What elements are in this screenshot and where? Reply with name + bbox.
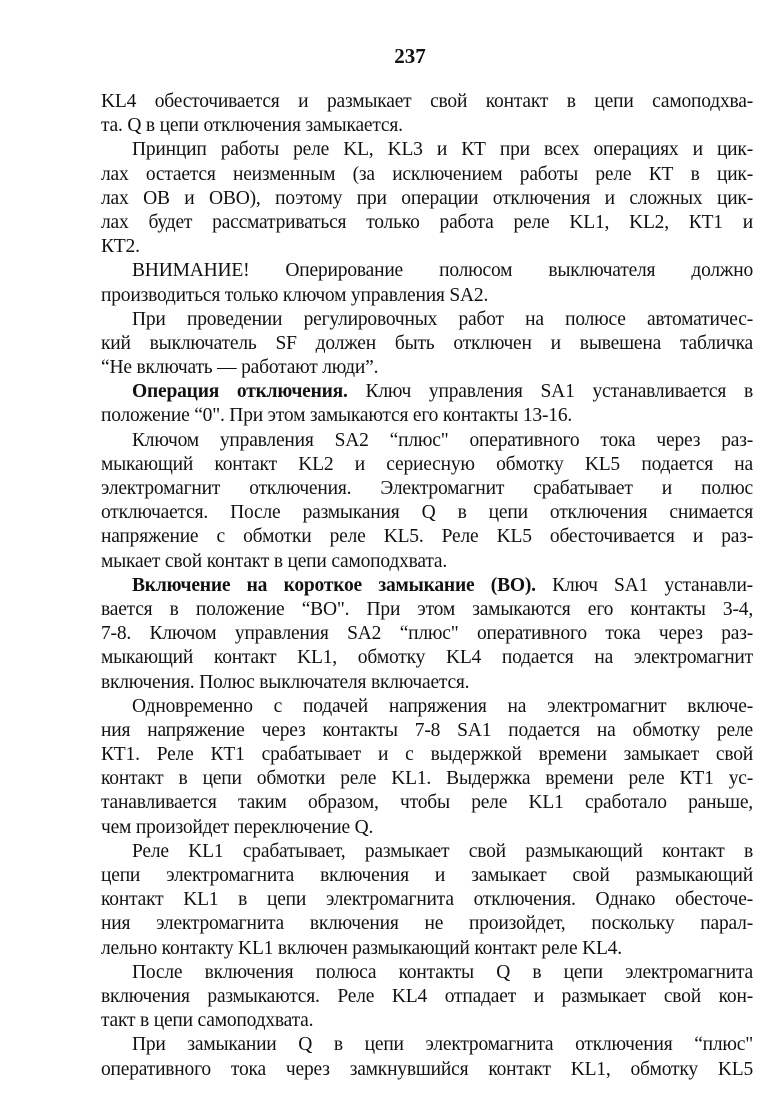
line-text: вается в положение “ВО". При этом замыкаются его контакты 3-4, bbox=[101, 598, 753, 620]
text-line bbox=[101, 404, 753, 428]
line-text: 7-8. Ключом управления SA2 “плюс" оперативного тока через раз- bbox=[101, 623, 753, 645]
line-text: мыкающий контакт KL2 и сериесную обмотку KL5 подается на bbox=[101, 453, 753, 475]
text-line bbox=[101, 646, 753, 670]
text-line bbox=[101, 937, 753, 961]
line-text: та. Q в цепи отключения замыкается. bbox=[101, 115, 403, 137]
text-line bbox=[101, 816, 753, 840]
line-text: контакт KL1 в цепи электромагнита отключения. Однако обесточе- bbox=[101, 889, 753, 911]
line-text: Принцип работы реле KL, KL3 и КТ при всех операциях и цик- bbox=[132, 139, 753, 161]
line-text: кий выключатель SF должен быть отключен и вывешена табличка bbox=[101, 332, 753, 354]
paragraph-heading: Операция отключения. bbox=[132, 381, 348, 403]
line-text: напряжение с обмотки реле KL5. Реле KL5 обесточивается и раз- bbox=[101, 526, 753, 548]
line-text: электромагнит отключения. Электромагнит срабатывает и полюс bbox=[101, 478, 753, 499]
text-line bbox=[101, 574, 753, 598]
text-line bbox=[101, 429, 753, 453]
text-line bbox=[101, 743, 753, 767]
line-text: KL4 обесточивается и размыкает свой контакт в цепи самоподхва- bbox=[101, 91, 753, 112]
paragraph bbox=[101, 380, 753, 428]
text-line bbox=[101, 332, 753, 356]
line-text: мыкающий контакт KL1, обмотку KL4 подается на электромагнит bbox=[101, 647, 753, 669]
line-text: контакт в цепи обмотки реле KL1. Выдержка времени реле КТ1 ус- bbox=[101, 768, 753, 790]
line-text: ния электромагнита включения не произойдет, поскольку парал- bbox=[101, 913, 753, 935]
line-text: цепи электромагнита включения и замыкает свой размыкающий bbox=[101, 865, 753, 886]
paragraph-heading: Включение на короткое замыкание (ВО). bbox=[132, 574, 536, 596]
line-text: После включения полюса контакты Q в цепи электромагнита bbox=[132, 961, 753, 983]
text-line bbox=[101, 235, 753, 259]
line-text: КТ1. Реле КТ1 срабатывает и с выдержкой времени замыкает свой bbox=[101, 744, 753, 766]
page-number: 237 bbox=[394, 44, 426, 68]
paragraph bbox=[101, 308, 753, 381]
text-line bbox=[101, 695, 753, 719]
text-line bbox=[101, 622, 753, 646]
text-line bbox=[101, 308, 753, 332]
line-text: Реле KL1 срабатывает, размыкает свой размыкающий контакт в bbox=[132, 840, 753, 862]
line-text: КТ2. bbox=[101, 236, 140, 258]
paragraph bbox=[101, 840, 753, 961]
text-line bbox=[101, 985, 753, 1009]
text-line bbox=[101, 90, 753, 114]
text-line bbox=[101, 1009, 753, 1033]
line-text: отключается. После размыкания Q в цепи отключения снимается bbox=[101, 502, 753, 524]
text-line bbox=[101, 259, 753, 283]
text-line bbox=[101, 477, 753, 501]
paragraph bbox=[101, 1033, 753, 1081]
text-line bbox=[101, 912, 753, 936]
line-text: Ключом управления SA2 “плюс" оперативного тока через раз- bbox=[132, 429, 753, 451]
line-text: При проведении регулировочных работ на полюсе автоматичес- bbox=[132, 308, 753, 330]
text-line bbox=[101, 356, 753, 380]
line-text: Ключ SA1 устанавли- bbox=[535, 574, 753, 596]
line-text: производиться только ключом управления SA2. bbox=[101, 284, 489, 306]
line-text: “Не включать — работают люди”. bbox=[101, 357, 379, 379]
text-line bbox=[101, 1058, 753, 1082]
text-line bbox=[101, 598, 753, 622]
paragraph bbox=[101, 259, 753, 307]
line-text: включения. Полюс выключателя включается. bbox=[101, 671, 470, 693]
text-line bbox=[101, 163, 753, 187]
text-line bbox=[101, 284, 753, 308]
text-line bbox=[101, 719, 753, 743]
line-text: лах остается неизменным (за исключением работы реле КТ в цик- bbox=[101, 163, 753, 185]
paragraph bbox=[101, 90, 753, 138]
line-text: лах ОВ и ОВО), поэтому при операции отключения и сложных цик- bbox=[101, 187, 753, 209]
paragraph bbox=[101, 574, 753, 695]
line-text: мыкает свой контакт в цепи самоподхвата. bbox=[101, 550, 448, 572]
line-text: лельно контакту KL1 включен размыкающий контакт реле KL4. bbox=[101, 937, 622, 959]
text-line bbox=[101, 961, 753, 985]
text-line bbox=[101, 453, 753, 477]
line-text: включения размыкаются. Реле KL4 отпадает и размыкает свой кон- bbox=[101, 985, 753, 1007]
line-text: Ключ управления SA1 устанавливается в bbox=[347, 381, 753, 403]
text-line bbox=[101, 187, 753, 211]
text-line bbox=[101, 840, 753, 864]
line-text: Одновременно с подачей напряжения на электромагнит включе- bbox=[132, 695, 753, 717]
paragraph bbox=[101, 695, 753, 840]
text-line bbox=[101, 138, 753, 162]
paragraph bbox=[101, 429, 753, 574]
text-line bbox=[101, 525, 753, 549]
line-text: ния напряжение через контакты 7-8 SA1 подается на обмотку реле bbox=[101, 719, 753, 741]
line-text: ВНИМАНИЕ! Оперирование полюсом выключателя должно bbox=[132, 260, 753, 282]
text-line bbox=[101, 501, 753, 525]
text-line bbox=[101, 671, 753, 695]
line-text: такт в цепи самоподхвата. bbox=[101, 1010, 314, 1032]
line-text: оперативного тока через замкнувшийся контакт KL1, обмотку KL5 bbox=[101, 1058, 753, 1080]
line-text: лах будет рассматриваться только работа реле KL1, KL2, КТ1 и bbox=[101, 211, 753, 233]
text-line bbox=[101, 380, 753, 404]
text-line bbox=[101, 550, 753, 574]
line-text: танавливается таким образом, чтобы реле KL1 сработало раньше, bbox=[101, 792, 753, 814]
body-text bbox=[101, 90, 753, 1082]
paragraph bbox=[101, 961, 753, 1034]
text-line bbox=[101, 791, 753, 815]
text-line bbox=[101, 767, 753, 791]
line-text: При замыкании Q в цепи электромагнита отключения “плюс" bbox=[132, 1034, 753, 1056]
text-line bbox=[101, 864, 753, 888]
paragraph bbox=[101, 138, 753, 259]
text-line bbox=[101, 1033, 753, 1057]
text-line bbox=[101, 888, 753, 912]
text-line bbox=[101, 211, 753, 235]
line-text: чем произойдет переключение Q. bbox=[101, 816, 374, 838]
line-text: положение “0". При этом замыкаются его контакты 13-16. bbox=[101, 405, 573, 427]
text-line bbox=[101, 114, 753, 138]
